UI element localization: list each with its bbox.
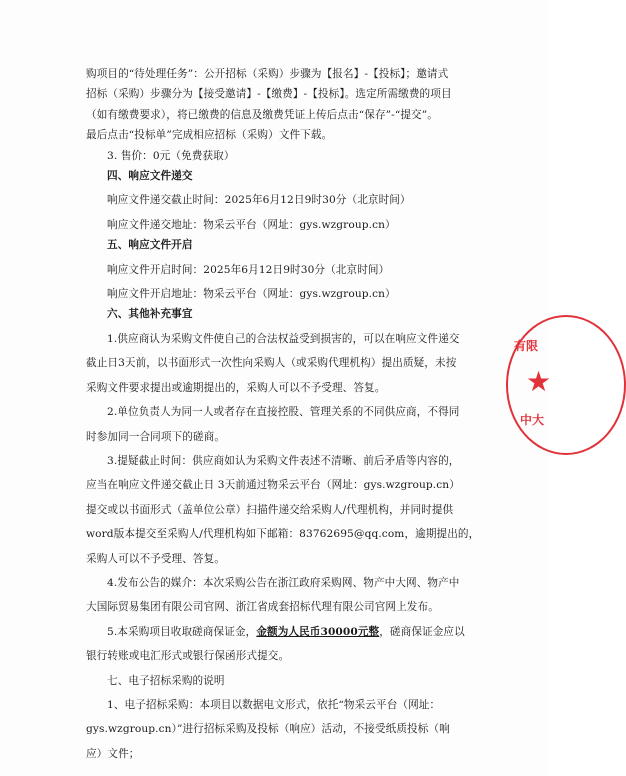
section-5-title: 五、响应文件开启: [107, 239, 193, 252]
item-5-line: [86, 622, 466, 642]
item-2-line: 时参加同一合同项下的磋商。: [86, 430, 226, 443]
seal-text-bottom: 中大: [520, 413, 545, 427]
item-5-prefix: 5.本采购项目收取磋商保证金，: [107, 625, 257, 638]
item-1-line: 采购文件要求提出或逾期提出的，采购人可以不予受理、答复。: [86, 381, 386, 394]
seal-star-icon: ★: [526, 365, 552, 398]
deposit-amount: 金额为人民币30000元整: [256, 625, 380, 638]
seal-ring: [506, 315, 626, 455]
item-7-1-line: 应）文件；: [86, 747, 140, 760]
item-3-line: 提交或以书面形式（盖单位公章）扫描件递交给采购人/代理机构，并同时提供: [86, 503, 454, 516]
item-4-line: 大国际贸易集团有限公司官网、浙江省成套招标代理有限公司官网上发布。: [86, 601, 439, 614]
submission-deadline: 响应文件递交截止时间：2025年6月12日9时30分（北京时间）: [107, 194, 411, 207]
body-line: 购项目的“待处理任务”：公开招标（采购）步骤为【报名】-【投标】；邀请式: [86, 68, 449, 80]
section-4-title: 四、响应文件递交: [107, 170, 193, 183]
item-1-line: 1.供应商认为采购文件使自己的合法权益受到损害的，可以在响应文件递交: [107, 332, 460, 345]
item-2-line: 2.单位负责人为同一人或者存在直接控股、管理关系的不同供应商，不得同: [107, 406, 460, 419]
item-3-line: 应当在响应文件递交截止日 3天前通过物采云平台（网址：gys.wzgroup.cn）: [86, 479, 460, 492]
item-3-line: word版本提交至采购人/代理机构如下邮箱：83762695@qq.com，逾期提出的，: [86, 528, 480, 541]
item-1-line: 截止日3天前，以书面形式一次性向采购人（或采购代理机构）提出质疑，未按: [86, 357, 457, 370]
opening-time: 响应文件开启时间：2025年6月12日9时30分（北京时间）: [107, 263, 390, 276]
submission-address: 响应文件递交地址：物采云平台（网址：gys.wzgroup.cn）: [107, 218, 396, 231]
item-4-line: 4.发布公告的媒介：本次采购公告在浙江政府采购网、物产中大网、物产中: [107, 576, 460, 589]
seal-text-top: 有限: [514, 339, 539, 353]
item-3-line: 采购人可以不予受理、答复。: [86, 552, 226, 565]
body-line: 最后点击“投标单”完成相应招标（采购）文件下载。: [86, 129, 333, 142]
item-7-1-line: 1、电子招标采购：本项目以数据电文形式，依托“物采云平台（网址：: [107, 698, 441, 711]
item-7-1-line: gys.wzgroup.cn）”进行招标采购及投标（响应）活动，不接受纸质投标（响: [86, 723, 450, 736]
section-7-title: 七、电子招标采购的说明: [107, 674, 225, 687]
opening-address: 响应文件开启地址：物采云平台（网址：gys.wzgroup.cn）: [107, 288, 396, 301]
document-body: [86, 64, 480, 764]
body-line: （如有缴费要求），将已缴费的信息及缴费凭证上传后点击“保存”-“提交”。: [86, 108, 438, 121]
item-5-line-2: 银行转账或电汇形式或银行保函形式提交。: [86, 650, 290, 663]
price-line: 3. 售价：0元（免费获取）: [107, 149, 235, 162]
item-3-line: 3.提疑截止时间：供应商如认为采购文件表述不清晰、前后矛盾等内容的，: [107, 454, 460, 467]
section-6-title: 六、其他补充事宜: [107, 308, 193, 321]
body-line: 招标（采购）步骤分为【接受邀请】-【缴费】-【投标】。选定所需缴费的项目: [86, 88, 452, 101]
company-seal: [506, 315, 576, 455]
item-5-suffix: ，磋商保证金应以: [379, 625, 465, 638]
